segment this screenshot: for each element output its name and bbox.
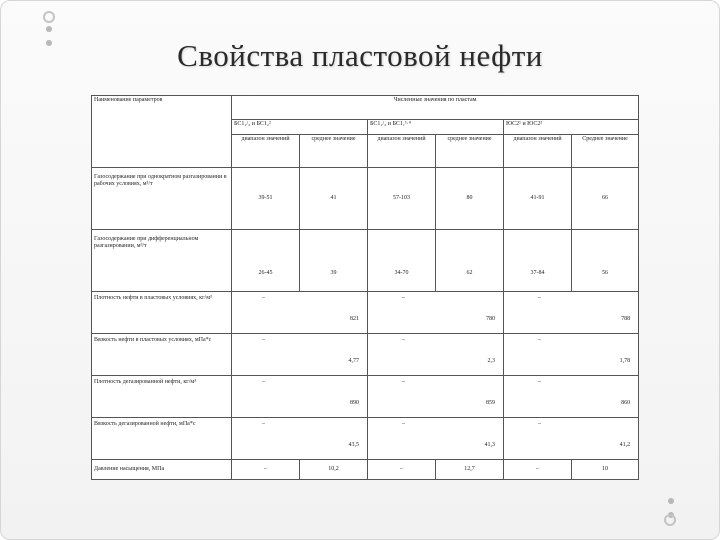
value-dash: – xyxy=(538,337,541,343)
decorative-ring-icon xyxy=(664,514,676,526)
value-cell: 66 xyxy=(572,168,639,230)
table-row xyxy=(92,376,639,418)
subheader-mean: среднее значение xyxy=(300,135,368,168)
value-cell: 43,5 xyxy=(348,441,359,448)
value-cell: 1,78 xyxy=(619,357,631,364)
value-pair-cell xyxy=(504,376,639,418)
table-row xyxy=(92,230,639,292)
value-dash: – xyxy=(402,295,405,301)
value-cell: 4,77 xyxy=(348,357,359,364)
param-cell: Газосодержание при однократном разгазировании в рабочих условиях, м³/т xyxy=(92,168,232,230)
value-cell: – xyxy=(504,460,572,480)
param-cell: Вязкость нефти в пластовых условиях, мПа*с xyxy=(92,334,232,376)
value-cell: 890 xyxy=(350,399,359,406)
value-dash: – xyxy=(262,295,265,301)
subheader-range: диапазон значений xyxy=(232,135,300,168)
param-cell: Плотность нефти в пластовых условиях, кг/м³ xyxy=(92,292,232,334)
value-cell: 12,7 xyxy=(436,460,504,480)
table-row xyxy=(92,418,639,460)
subheader-mean: Среднее значение xyxy=(572,135,639,168)
value-dash: – xyxy=(538,295,541,301)
decorative-ring-icon xyxy=(43,11,55,23)
value-cell: 39-51 xyxy=(232,168,300,230)
value-cell: 56 xyxy=(572,230,639,292)
group-header: БС1₁/₂ и БС1₁¹·⁴ xyxy=(368,120,504,135)
group-header: БС1₁/₂ и БС1₂² xyxy=(232,120,368,135)
value-cell: – xyxy=(232,460,300,480)
decorative-dot-icon xyxy=(668,498,674,504)
value-pair-cell xyxy=(504,334,639,376)
table-header-row xyxy=(92,96,639,120)
value-dash: – xyxy=(262,421,265,427)
value-cell: 859 xyxy=(486,399,495,406)
slide-title: Свойства пластовой нефти xyxy=(177,38,543,73)
decorative-dot-icon xyxy=(46,26,52,32)
param-cell: Плотность дегазированной нефти, кг/м³ xyxy=(92,376,232,418)
value-cell: 41,3 xyxy=(484,441,495,448)
value-dash: – xyxy=(402,379,405,385)
table-row xyxy=(92,460,639,480)
value-cell: 39 xyxy=(300,230,368,292)
group-header: ЮС2¹ и ЮС2² xyxy=(504,120,639,135)
header-param: Наименование параметров xyxy=(92,96,232,168)
value-dash: – xyxy=(402,337,405,343)
table-row xyxy=(92,168,639,230)
value-pair-cell xyxy=(368,334,504,376)
param-cell: Давление насыщения, МПа xyxy=(92,460,232,480)
value-pair-cell xyxy=(232,334,368,376)
subheader-range: диапазон значений xyxy=(368,135,436,168)
value-cell: 37-84 xyxy=(504,230,572,292)
value-cell: 41 xyxy=(300,168,368,230)
value-cell: 41-91 xyxy=(504,168,572,230)
value-pair-cell xyxy=(504,418,639,460)
value-dash: – xyxy=(538,421,541,427)
value-cell: 57-103 xyxy=(368,168,436,230)
subheader-range: диапазон значений xyxy=(504,135,572,168)
value-cell: 34-70 xyxy=(368,230,436,292)
value-cell: 2,3 xyxy=(487,357,495,364)
value-dash: – xyxy=(538,379,541,385)
value-pair-cell xyxy=(232,292,368,334)
value-pair-cell xyxy=(504,292,639,334)
param-cell: Газосодержание при дифференциальном разгазировании, м³/т xyxy=(92,230,232,292)
value-cell: 10 xyxy=(572,460,639,480)
table-row xyxy=(92,334,639,376)
oil-properties-table xyxy=(91,95,639,480)
value-pair-cell xyxy=(368,376,504,418)
value-dash: – xyxy=(262,337,265,343)
table-row xyxy=(92,292,639,334)
header-values: Численные значения по пластам xyxy=(232,96,639,120)
value-cell: 10,2 xyxy=(300,460,368,480)
value-cell: 26-45 xyxy=(232,230,300,292)
value-dash: – xyxy=(402,421,405,427)
value-pair-cell xyxy=(368,418,504,460)
value-cell: 780 xyxy=(486,315,495,322)
value-pair-cell xyxy=(368,292,504,334)
value-cell: 80 xyxy=(436,168,504,230)
value-pair-cell xyxy=(232,418,368,460)
subheader-mean: среднее значение xyxy=(436,135,504,168)
value-cell: 788 xyxy=(621,315,631,322)
value-dash: – xyxy=(262,379,265,385)
value-pair-cell xyxy=(232,376,368,418)
value-cell: 62 xyxy=(436,230,504,292)
value-cell: 41,2 xyxy=(619,441,631,448)
value-cell: – xyxy=(368,460,436,480)
param-cell: Вязкость дегазированной нефти, мПа*с xyxy=(92,418,232,460)
value-cell: 821 xyxy=(350,315,359,322)
value-cell: 860 xyxy=(621,399,631,406)
